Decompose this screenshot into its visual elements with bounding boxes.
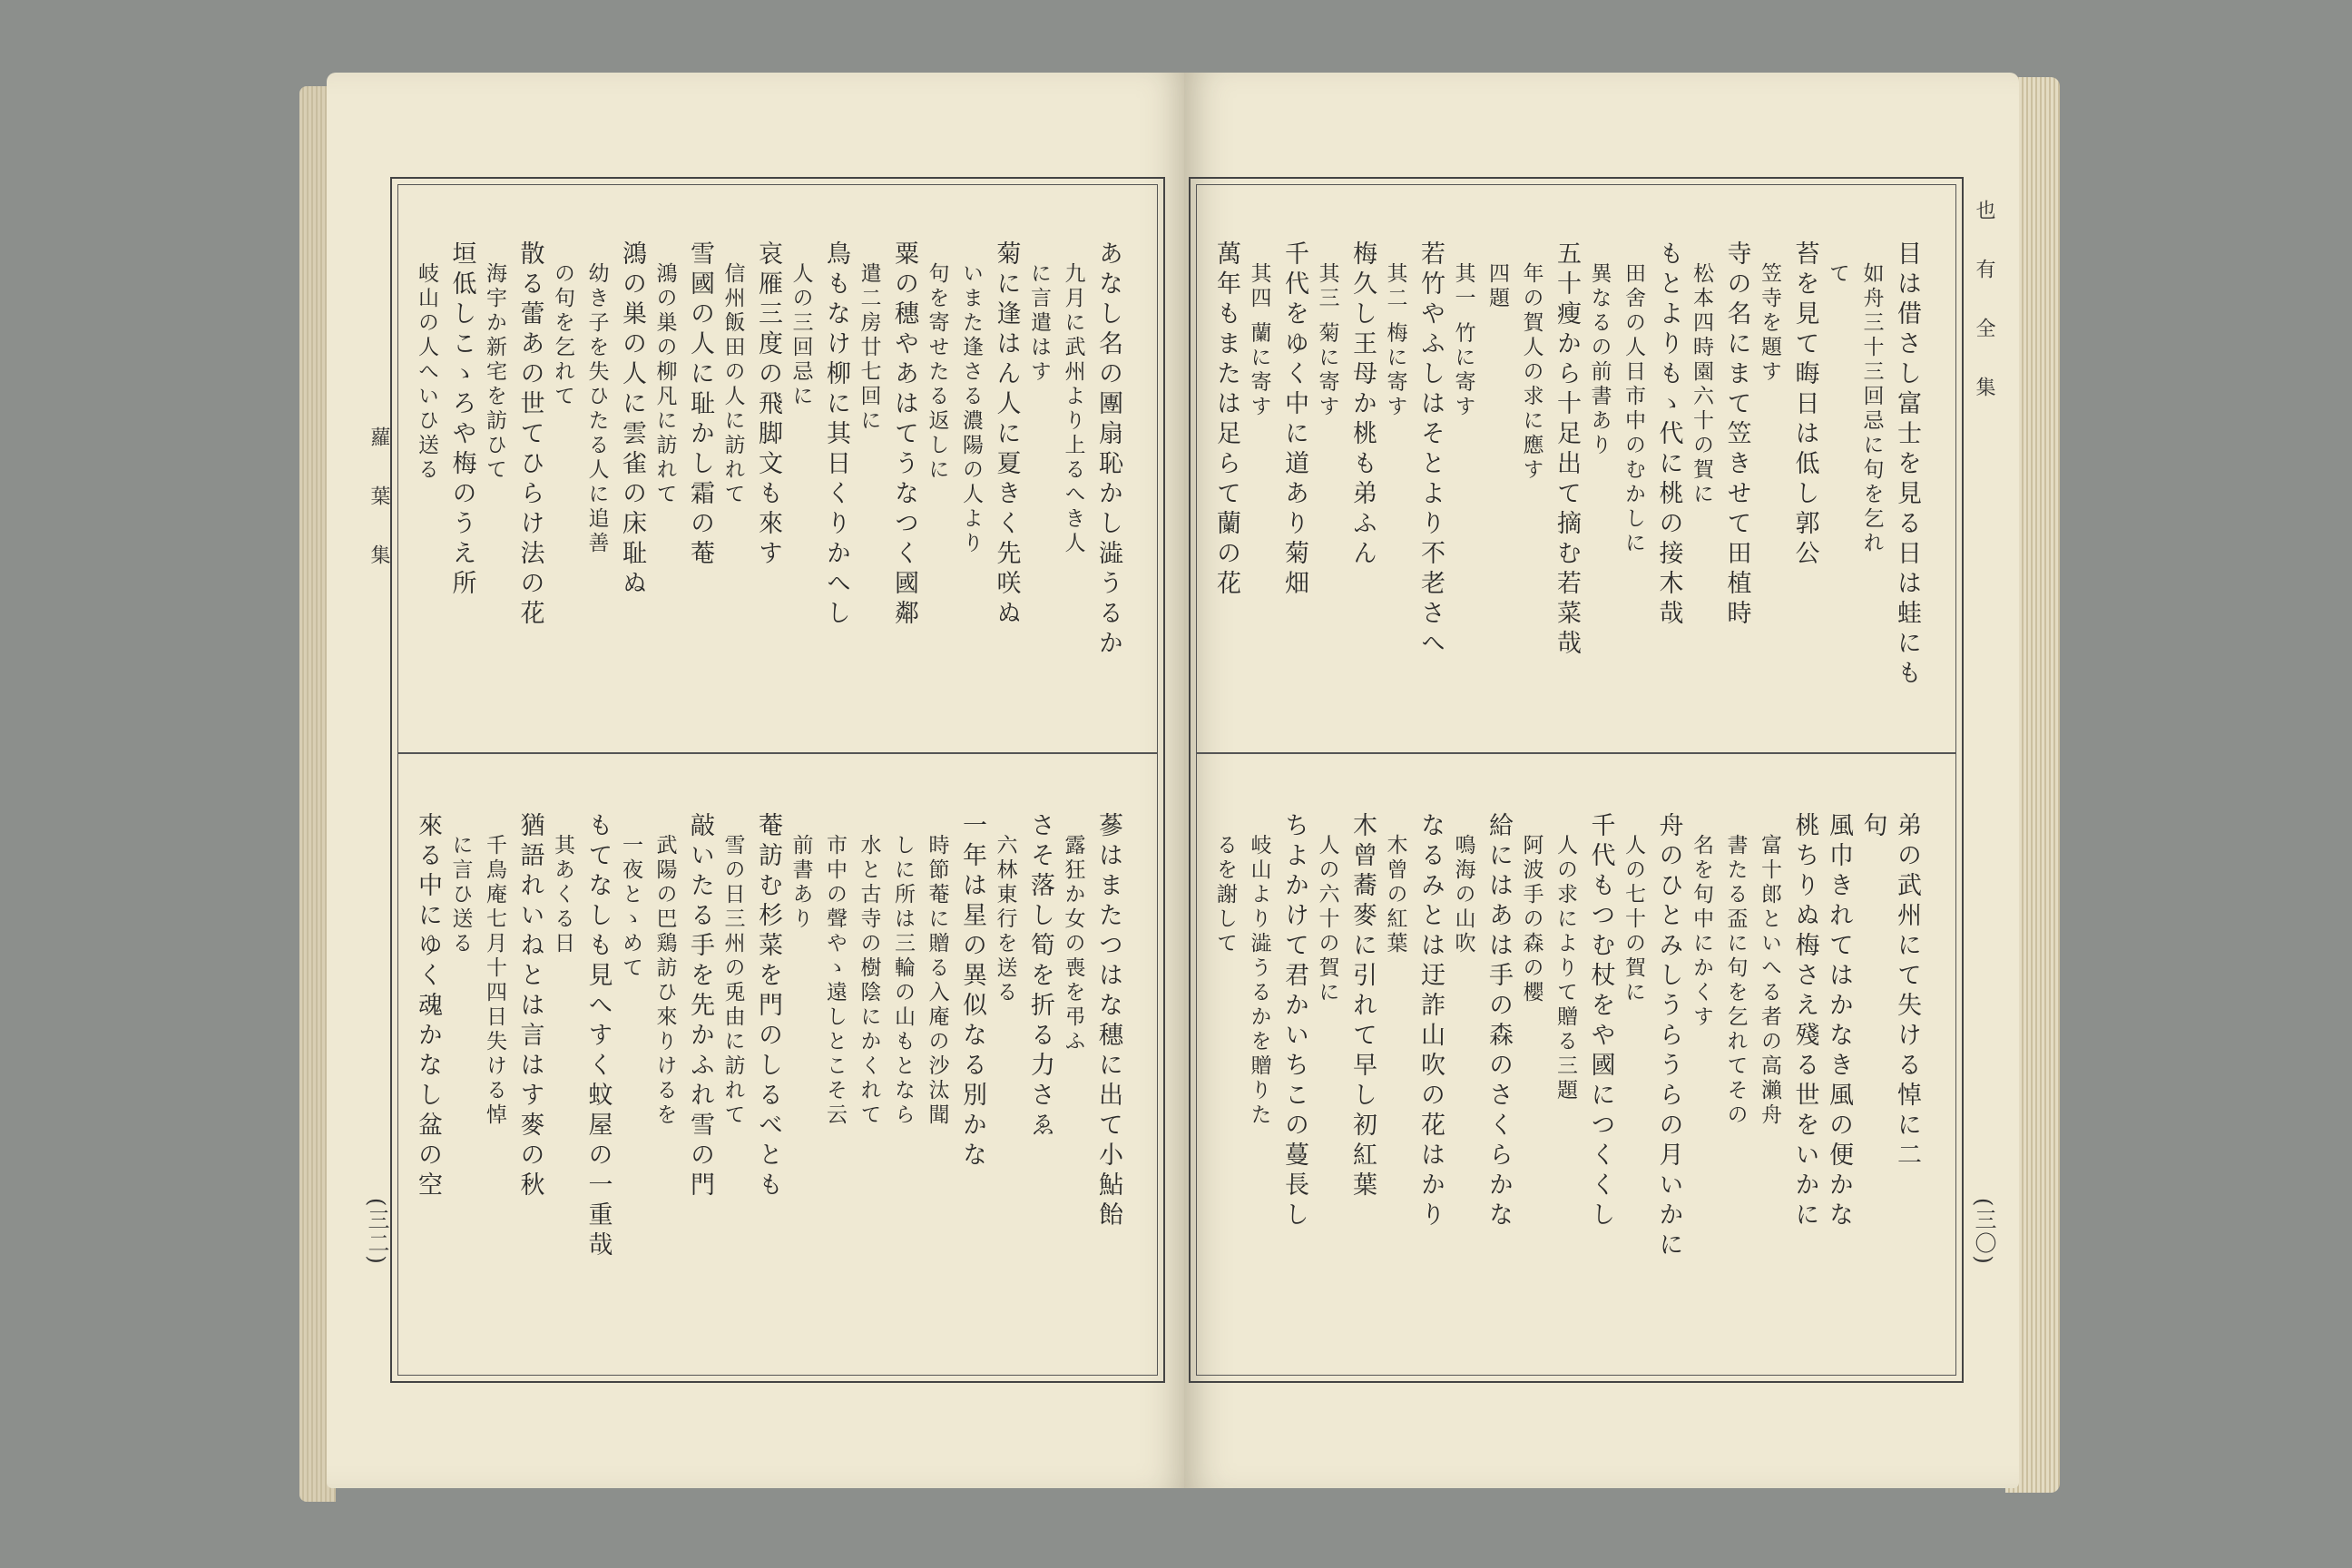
left-page xyxy=(327,73,1189,1488)
text-column: 若竹やふしはそとより不老さへ xyxy=(1416,240,1445,660)
text-column: 年の賀人の求に應す xyxy=(1519,262,1544,483)
text-column: 鴻の巣の人に雲雀の床耻ぬ xyxy=(618,240,646,600)
text-column: 人の求によりて贈る三題 xyxy=(1553,834,1577,1103)
left-page-header: 蘿 葉 集 xyxy=(368,426,390,581)
text-column: 句を寄せたる返しに xyxy=(925,262,949,483)
right-page xyxy=(1184,73,2019,1488)
text-column: 菴訪む杉菜を門のしるべとも xyxy=(754,812,782,1201)
text-column: 一夜とゝめて xyxy=(619,834,642,981)
text-column: 苔を見て晦日は低し郭公 xyxy=(1790,240,1819,570)
text-column: 異なるの前書あり xyxy=(1587,262,1612,458)
text-column: 來る中にゆく魂かなし盆の空 xyxy=(414,812,442,1201)
open-book xyxy=(299,64,2069,1506)
text-column: 遣二房廿七回に xyxy=(857,262,881,434)
text-column: 如舟三十三回忌に句を乞れ xyxy=(1859,262,1884,556)
text-column: 五十瘦から十足出て摘む若菜哉 xyxy=(1553,240,1581,660)
text-column: 萬年もまたは足らて蘭の花 xyxy=(1212,240,1240,600)
text-column: 信州飯田の人に訪れて xyxy=(720,262,745,507)
text-column: 其四 蘭に寄す xyxy=(1247,262,1271,420)
text-column: 岐山より澁うるかを贈りた xyxy=(1247,834,1271,1128)
text-column: 海宇か新宅を訪ひて xyxy=(483,262,506,483)
text-column: 敲いたる手を先かふれ雪の門 xyxy=(686,812,714,1201)
text-column: 阿波手の森の櫻 xyxy=(1519,834,1544,1005)
text-column: 其二 梅に寄す xyxy=(1383,262,1407,420)
text-column: 風巾きれてはかなき風の便かな xyxy=(1825,812,1853,1231)
text-column: 蔘はまたつはな穗に出て小鮎飴 xyxy=(1094,812,1122,1231)
text-column: に言遣はす xyxy=(1027,262,1051,385)
left-page-number: (三二) xyxy=(364,1198,389,1266)
text-column: 木曾蕎麥に引れて早し初紅葉 xyxy=(1348,812,1377,1201)
text-column: 其あくる日 xyxy=(551,834,574,956)
text-column: 松本四時園六十の賀に xyxy=(1690,262,1713,507)
text-column: 書たる盃に句を乞れてその xyxy=(1723,834,1748,1128)
text-column: に言ひ送る xyxy=(448,834,473,956)
text-column: 名を句中にかくす xyxy=(1690,834,1713,1030)
text-column: 幼き子を失ひたる人に追善 xyxy=(584,262,609,556)
text-column: 猶語れいねとは言はす麥の秋 xyxy=(515,812,544,1201)
text-column: 雪の日三州の兎由に訪れて xyxy=(720,834,745,1128)
text-column: 梅久し王母か桃も弟ふん xyxy=(1348,240,1377,570)
text-column: あなし名の團扇恥かし澁うるか xyxy=(1094,240,1122,660)
text-column: 木曾の紅葉 xyxy=(1383,834,1407,956)
text-column: 寺の名にまて笠きせて田植時 xyxy=(1722,240,1751,630)
text-column: 人の七十の賀に xyxy=(1622,834,1645,1005)
right-page-number: (三〇) xyxy=(1971,1198,1996,1266)
text-column: 九月に武州より上るへき人 xyxy=(1061,262,1085,556)
text-column: 四題 xyxy=(1485,262,1509,311)
text-column: るを謝して xyxy=(1213,834,1237,956)
text-column: 富十郎といへる者の高瀨舟 xyxy=(1758,834,1781,1128)
text-column: 千代もつむ杖をや國につくくし xyxy=(1586,812,1615,1231)
text-column: 弟の武州にて失ける悼に二 xyxy=(1893,812,1921,1171)
text-column: 田舍の人日市中のむかしに xyxy=(1622,262,1645,556)
text-column: 舟のひとみしうらうらの月いかに xyxy=(1654,812,1683,1261)
text-column: しに所は三輪の山もとなら xyxy=(891,834,915,1128)
text-column: 桃ちりぬ梅さえ殘る世をいかに xyxy=(1790,812,1819,1231)
text-column: 武陽の巴鶏訪ひ來りけるを xyxy=(652,834,677,1128)
text-column: 粟の穗やあはてうなつく國鄰 xyxy=(890,240,918,630)
text-column: ちよかけて君かいちこの蔓長し xyxy=(1280,812,1308,1231)
text-column: 散る蕾あの世てひらけ法の花 xyxy=(515,240,544,630)
text-column: 菊に逢はん人に夏きく先咲ぬ xyxy=(992,240,1021,630)
text-column: 句 xyxy=(1858,812,1887,842)
text-column: 笠寺を題す xyxy=(1758,262,1781,385)
text-column: 人の六十の賀に xyxy=(1315,834,1339,1005)
text-column: 前書あり xyxy=(789,834,813,932)
text-column: さそ落し筍を折る力さゑ xyxy=(1026,812,1054,1142)
text-column: 六林東行を送る xyxy=(993,834,1017,1005)
right-text-frame xyxy=(1189,177,1964,1383)
text-column: て xyxy=(1826,262,1849,287)
text-column: 鴻の巣の柳凡に訪れて xyxy=(652,262,677,507)
text-column: 鳥もなけ柳に其日くりかへし xyxy=(822,240,850,630)
text-column: 千鳥庵七月十四日失ける悼 xyxy=(483,834,506,1128)
text-column: 千代をゆく中に道あり菊畑 xyxy=(1280,240,1308,600)
text-column: 時節菴に贈る入庵の沙汰聞 xyxy=(925,834,949,1128)
text-column: 哀雁三度の飛脚文も來す xyxy=(754,240,782,570)
text-column: の句を乞れて xyxy=(551,262,574,409)
text-column: 人の三回忌に xyxy=(789,262,813,409)
text-column: いまた逢さる濃陽の人より xyxy=(959,262,983,556)
text-column: 鳴海の山吹 xyxy=(1451,834,1475,956)
left-text-frame xyxy=(390,177,1165,1383)
text-column: 給にはあは手の森のさくらかな xyxy=(1485,812,1513,1231)
text-column: 一年は星の異似なる別かな xyxy=(958,812,986,1171)
text-column: 市中の聲やゝ遠しとこそ云 xyxy=(823,834,847,1128)
text-column: もとよりもゝ代に桃の接木哉 xyxy=(1654,240,1683,630)
text-column: 其三 菊に寄す xyxy=(1315,262,1339,420)
text-column: 其一 竹に寄す xyxy=(1451,262,1475,420)
text-column: 雪國の人に耻かし霜の菴 xyxy=(686,240,714,570)
right-page-header: 也 有 全 集 xyxy=(1973,200,1995,413)
text-column: もてなしも見へすく蚊屋の一重哉 xyxy=(583,812,612,1261)
text-column: 垣低しこゝろや梅のうえ所 xyxy=(447,240,476,600)
text-column: 露狂か女の喪を弔ふ xyxy=(1061,834,1085,1054)
text-column: 目は借さし富士を見る日は蛙にも xyxy=(1893,240,1921,690)
text-column: なるみとは迂詐山吹の花はかり xyxy=(1416,812,1445,1231)
text-column: 水と古寺の樹陰にかくれて xyxy=(857,834,881,1128)
text-column: 岐山の人へいひ送る xyxy=(415,262,438,483)
